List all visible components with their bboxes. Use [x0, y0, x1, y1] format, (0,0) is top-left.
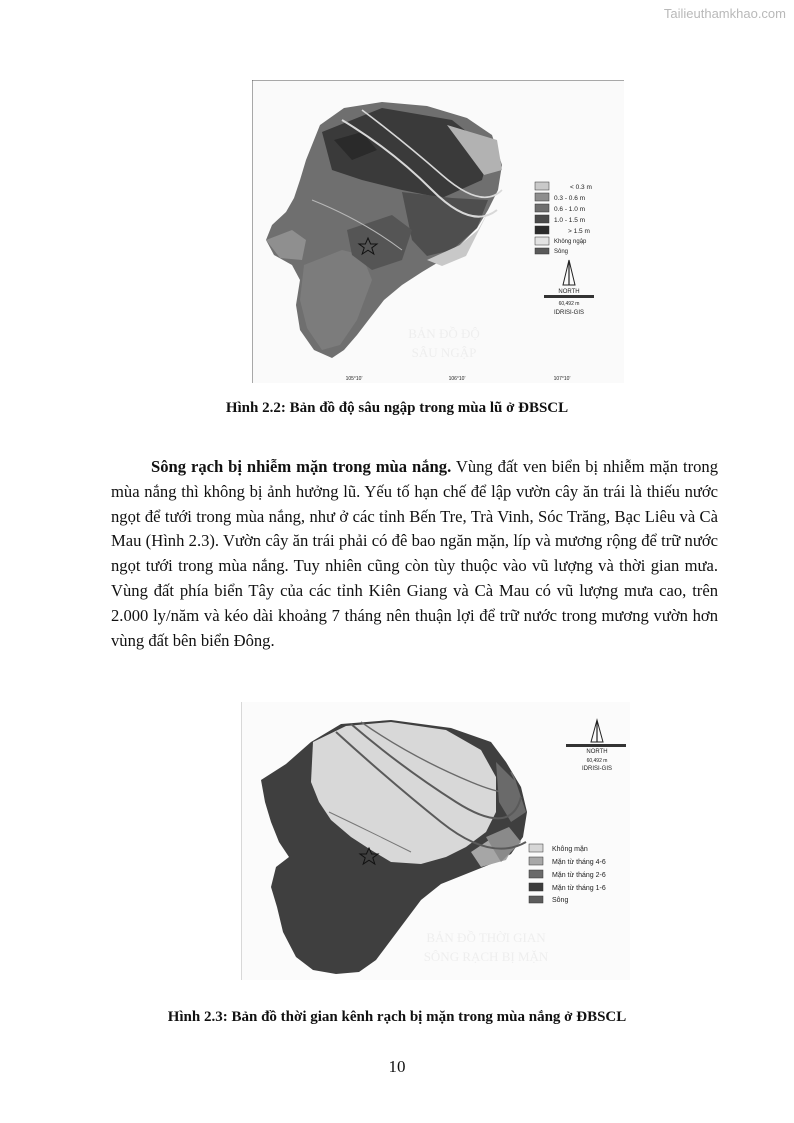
software-label: IDRISI-GIS [553, 310, 585, 316]
paragraph-lead: Sông rạch bị nhiễm mặn trong mùa nắng. [151, 457, 452, 476]
paragraph-body: Vùng đất ven biển bị nhiễm mặn trong mùa nắng thì không bị ảnh hưởng lũ. Yếu tố hạn chế để lập vườn cây ăn trái là thiếu nước ngọt để tưới trong mùa nắng, như ở các tỉnh Bến Tre, Trà Vinh, Sóc Trăng, Bạc Liêu và Cà Mau (Hình 2.3). Vườn cây ăn trái phải có đê bao ngăn mặn, líp và mương rộng để trữ nước ngọt tưới trong mùa nắng. Tuy nhiên cũng còn tùy thuộc vào vũ lượng và thời gian mưa. Vùng đất phía biển Tây của các tỉnh Kiên Giang và Cà Mau có vũ lượng mưa cao, trên 2.000 ly/năm và kéo dài khoảng 7 tháng nên thuận lợi để trữ nước trong mương vườn hơn vùng đất bên biển Đông. [111, 457, 719, 650]
axis-tick: 106°10' [448, 376, 466, 382]
scale-label: 60,492 m [586, 758, 608, 764]
svg-text:0.3 - 0.6 m: 0.3 - 0.6 m [554, 195, 586, 202]
scale-label: 60,492 m [558, 301, 580, 307]
svg-text:Không ngập: Không ngập [554, 239, 587, 245]
figure-caption: Hình 2.2: Bản đồ độ sâu ngập trong mùa lũ ở ĐBSCL [225, 400, 569, 416]
software-label: IDRISI-GIS [581, 766, 613, 772]
page-number: 10 [388, 1057, 406, 1076]
watermark: Tailieuthamkhao.com [663, 6, 786, 21]
map-title-line2: SÂU NGẬP [411, 345, 477, 360]
north-label: NORTH [586, 749, 608, 755]
map-title-line2: SÔNG RẠCH BỊ MẶN [423, 949, 549, 964]
svg-text:< 0.3 m: < 0.3 m [570, 184, 592, 191]
scale-bar [544, 295, 594, 298]
scale-bar [566, 744, 626, 747]
svg-text:> 1.5 m: > 1.5 m [568, 228, 590, 235]
axis-tick: 105°10' [345, 376, 363, 382]
svg-text:Không mặn: Không mặn [552, 846, 588, 853]
svg-text:Mặn từ tháng 1-6: Mặn từ tháng 1-6 [552, 885, 606, 892]
svg-text:Mặn từ tháng 4-6: Mặn từ tháng 4-6 [552, 859, 606, 866]
flood-depth-map [252, 80, 624, 383]
svg-text:Sông: Sông [554, 249, 569, 255]
svg-text:Sông: Sông [552, 897, 569, 904]
north-label: NORTH [558, 289, 580, 295]
svg-text:1.0 - 1.5 m: 1.0 - 1.5 m [554, 217, 586, 224]
salinity-map [241, 702, 630, 980]
map-title-line1: BẢN ĐỒ THỜI GIAN [426, 930, 546, 945]
axis-tick: 107°10' [553, 376, 571, 382]
body-paragraph [111, 455, 718, 653]
svg-text:0.6 - 1.0 m: 0.6 - 1.0 m [554, 206, 586, 213]
figure-caption: Hình 2.3: Bản đồ thời gian kênh rạch bị mặn trong mùa nắng ở ĐBSCL [167, 1009, 627, 1025]
svg-text:Mặn từ tháng 2-6: Mặn từ tháng 2-6 [552, 872, 606, 879]
map-title-line1: BẢN ĐỒ ĐỘ [408, 326, 480, 341]
